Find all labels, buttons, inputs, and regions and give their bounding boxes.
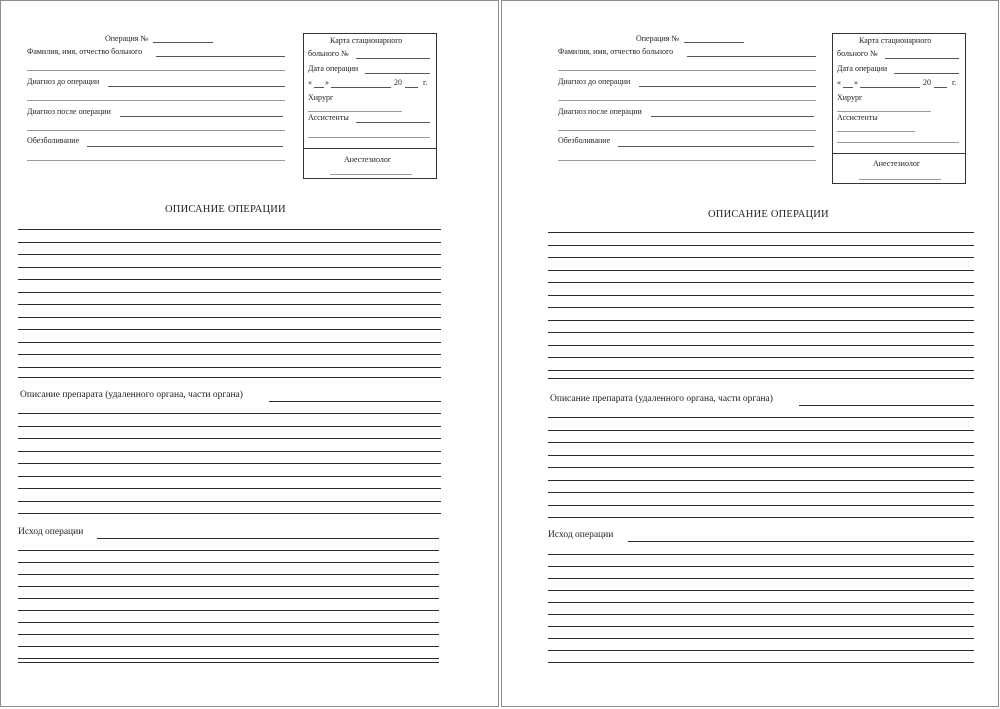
- card-number-label: больного №: [837, 49, 878, 58]
- operation-date-field[interactable]: [894, 73, 959, 74]
- date-close-quote: »: [325, 78, 329, 87]
- date-year-suffix: г.: [423, 78, 428, 87]
- operation-description-heading: ОПИСАНИЕ ОПЕРАЦИИ: [165, 204, 286, 215]
- diagnosis-before-label: Диагноз до операции: [27, 77, 100, 86]
- operation-number-field[interactable]: [153, 42, 213, 43]
- date-month-field[interactable]: [860, 87, 920, 88]
- inpatient-card-box: [303, 33, 437, 179]
- surgeon-label: Хирург: [308, 93, 334, 102]
- anesthesia-field[interactable]: [618, 146, 814, 147]
- date-day-field[interactable]: [314, 87, 324, 88]
- diagnosis-after-field[interactable]: [120, 116, 283, 117]
- patient-name-label: Фамилия, имя, отчество больного: [27, 47, 143, 56]
- diagnosis-before-label: Диагноз до операции: [558, 77, 631, 86]
- diagnosis-after-label: Диагноз после операции: [558, 107, 642, 116]
- specimen-description-label: Описание препарата (удаленного органа, части органа): [550, 394, 773, 404]
- form-page-right: [501, 0, 999, 707]
- operation-description-heading: ОПИСАНИЕ ОПЕРАЦИИ: [708, 209, 829, 220]
- date-month-field[interactable]: [331, 87, 391, 88]
- anesthesia-label: Обезболивание: [27, 136, 80, 145]
- surgeon-field[interactable]: [308, 111, 402, 112]
- anesthesia-field-line2[interactable]: [27, 160, 285, 161]
- specimen-description-field[interactable]: [799, 405, 974, 406]
- operation-outcome-label: Исход операции: [548, 530, 614, 540]
- patient-name-field[interactable]: [156, 56, 285, 57]
- form-page-left: [0, 0, 499, 707]
- operation-date-label: Дата операции: [308, 64, 359, 73]
- surgeon-label: Хирург: [837, 93, 863, 102]
- operation-date-field[interactable]: [365, 73, 430, 74]
- assistants-field[interactable]: [356, 122, 430, 123]
- assistants-field-line2[interactable]: [837, 142, 959, 143]
- date-year-field[interactable]: [405, 87, 418, 88]
- diagnosis-after-field[interactable]: [651, 116, 814, 117]
- operation-number-label: Операция №: [105, 34, 149, 43]
- anesthesiologist-label: Анестезиолог: [344, 155, 392, 164]
- date-day-field[interactable]: [843, 87, 853, 88]
- diagnosis-before-field-line2[interactable]: [558, 100, 816, 101]
- diagnosis-after-field-line2[interactable]: [27, 130, 285, 131]
- patient-name-field-line2[interactable]: [558, 70, 816, 71]
- diagnosis-before-field[interactable]: [108, 86, 285, 87]
- card-number-label: больного №: [308, 49, 349, 58]
- card-divider: [304, 148, 436, 149]
- anesthesiologist-field[interactable]: [330, 174, 412, 175]
- diagnosis-after-label: Диагноз после операции: [27, 107, 111, 116]
- operation-date-label: Дата операции: [837, 64, 888, 73]
- form-page-content: [532, 6, 999, 707]
- date-year-suffix: г.: [952, 78, 957, 87]
- anesthesiologist-field[interactable]: [859, 179, 941, 180]
- patient-name-field-line2[interactable]: [27, 70, 285, 71]
- diagnosis-before-field-line2[interactable]: [27, 100, 285, 101]
- assistants-label: Ассистенты: [837, 113, 878, 122]
- card-number-field[interactable]: [356, 58, 430, 59]
- card-title: Карта стационарного: [859, 36, 932, 45]
- operation-outcome-field[interactable]: [97, 538, 439, 539]
- patient-name-field[interactable]: [687, 56, 816, 57]
- date-year-field[interactable]: [934, 87, 947, 88]
- assistants-field[interactable]: [837, 131, 915, 132]
- form-page-content: [1, 1, 498, 706]
- date-year-prefix: 20: [923, 78, 931, 87]
- card-divider: [833, 153, 965, 154]
- card-title: Карта стационарного: [330, 36, 403, 45]
- card-number-field[interactable]: [885, 58, 959, 59]
- date-open-quote: «: [308, 78, 312, 87]
- operation-outcome-field[interactable]: [628, 541, 974, 542]
- date-year-prefix: 20: [394, 78, 402, 87]
- date-open-quote: «: [837, 78, 841, 87]
- assistants-field-line2[interactable]: [308, 137, 430, 138]
- diagnosis-after-field-line2[interactable]: [558, 130, 816, 131]
- anesthesiologist-label: Анестезиолог: [873, 159, 921, 168]
- specimen-description-field[interactable]: [269, 401, 441, 402]
- assistants-label: Ассистенты: [308, 113, 349, 122]
- date-close-quote: »: [854, 78, 858, 87]
- inpatient-card-box: [832, 33, 966, 184]
- operation-number-field[interactable]: [684, 42, 744, 43]
- anesthesia-field-line2[interactable]: [558, 160, 816, 161]
- anesthesia-label: Обезболивание: [558, 136, 611, 145]
- operation-number-label: Операция №: [636, 34, 680, 43]
- anesthesia-field[interactable]: [87, 146, 283, 147]
- operation-outcome-label: Исход операции: [18, 527, 84, 537]
- surgeon-field[interactable]: [837, 111, 931, 112]
- specimen-description-label: Описание препарата (удаленного органа, части органа): [20, 390, 243, 400]
- diagnosis-before-field[interactable]: [639, 86, 816, 87]
- patient-name-label: Фамилия, имя, отчество больного: [558, 47, 674, 56]
